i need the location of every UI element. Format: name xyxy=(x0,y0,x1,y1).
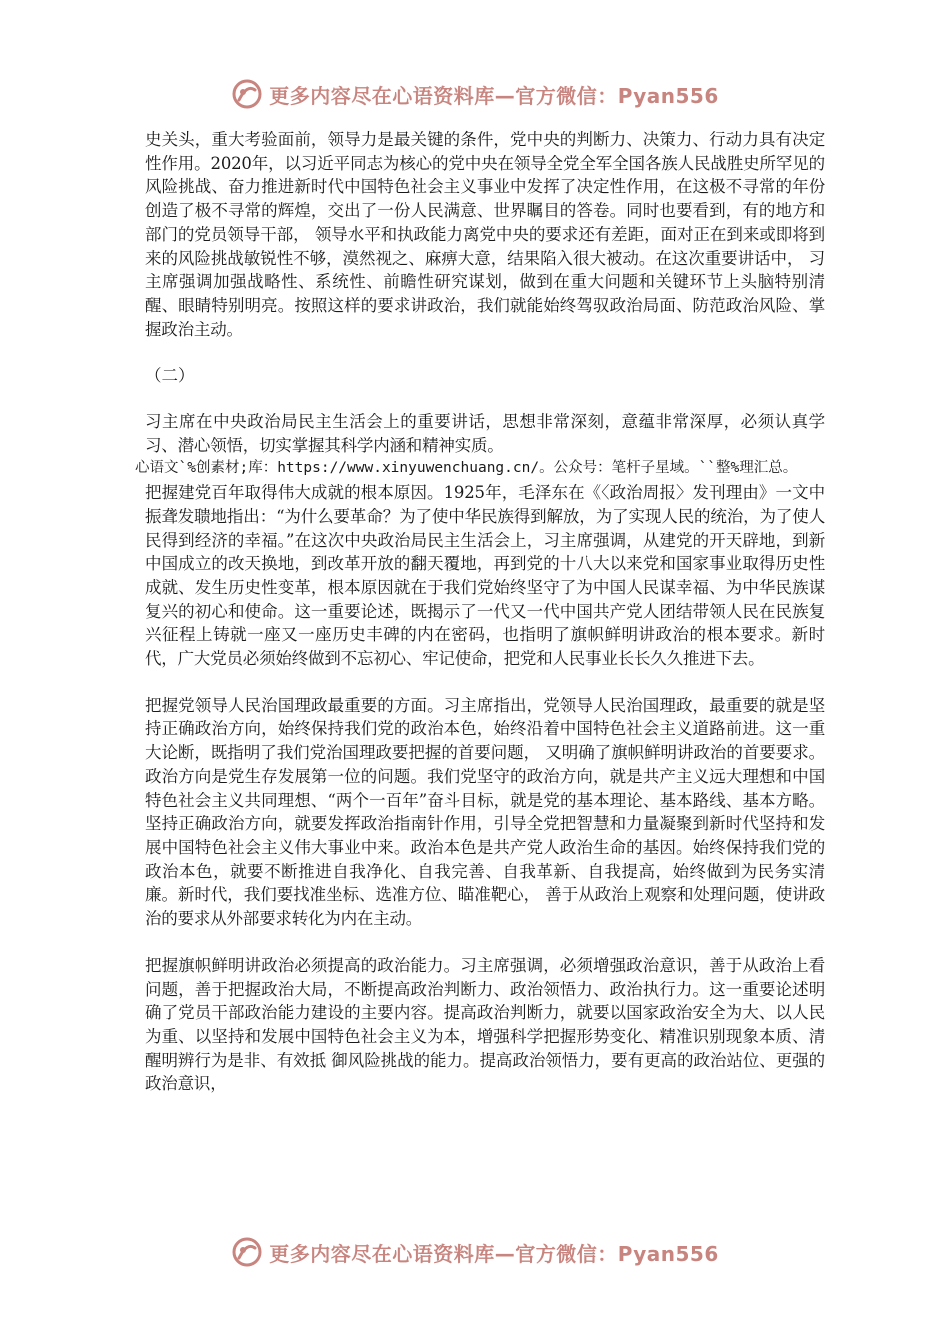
footer-banner xyxy=(0,1232,950,1272)
document-body xyxy=(135,128,825,1119)
banner-text: 更多内容尽在心语资料库—官方微信：Pyan556 xyxy=(269,83,719,108)
section-heading: （二） xyxy=(145,366,195,386)
brand-logo-icon xyxy=(231,1236,263,1268)
watermark-line: 心语文`%创素材;库：https://www.xinyuwenchuang.cn/。公众号：笔杆子星域。``整%理汇总。 xyxy=(135,460,798,477)
paragraph-4: 把握党领导人民治国理政最重要的方面。习主席指出，党领导人民治国理政，最重要的就是坚持正确政治方向，始终保持我们党的政治本色，始终沿着中国特色社会主义道路前进。这一重大论断，既指明了我们党治国理政要把握的首要问题， 又明确了旗帜鲜明讲政治的首要要求。政治方向是党生存发展第一位的问题。我们党坚守的政治方向，就是共产主义远大理想和中国特色社会主义共同理想、“两个一百年”奋斗目标，就是党的基本理论、基本路线、基本方略。坚持正确政治方向，就要发挥政治指南针作用，引导全党把智慧和力量凝聚到新时代坚持和发展中国特色社会主义伟大事业中来。政治本色是共产党人政治生命的基因。始终保持我们党的政治本色，就要不断推进自我净化、自我完善、自我革新、自我提高，始终做到为民务实清廉。新时代，我们要找准坐标、选准方位、瞄准靶心， 善于从政治上观察和处理问题，使讲政治的要求从外部要求转化为内在主动。 xyxy=(145,695,825,929)
paragraph-3: 把握建党百年取得伟大成就的根本原因。1925年，毛泽东在《〈政治周报〉发刊理由》一文中振聋发聩地指出：“为什么要革命？为了使中华民族得到解放，为了实现人民的统治，为了使人民得到经济的幸福。”在这次中央政治局民主生活会上，习主席强调，从建党的开天辟地，到新中国成立的改天换地，到改革开放的翻天覆地，再到党的十八大以来党和国家事业取得历史性成就、发生历史性变革，根本原因就在于我们党始终坚守了为中国人民谋幸福、为中华民族谋复兴的初心和使命。这一重要论述，既揭示了一代又一代中国共产党人团结带领人民在民族复兴征程上铸就一座又一座历史丰碑的内在密码，也指明了旗帜鲜明讲政治的根本要求。新时代，广大党员必须始终做到不忘初心、牢记使命，把党和人民事业长长久久推进下去。 xyxy=(145,483,825,669)
header-banner xyxy=(0,74,950,114)
brand-logo-icon xyxy=(231,78,263,110)
paragraph-1: 史关头，重大考验面前，领导力是最关键的条件，党中央的判断力、决策力、行动力具有决定性作用。2020年，以习近平同志为核心的党中央在领导全党全军全国各族人民战胜史所罕见的风险挑战、奋力推进新时代中国特色社会主义事业中发挥了决定性作用，在这极不寻常的年份创造了极不寻常的辉煌，交出了一份人民满意、世界瞩目的答卷。同时也要看到，有的地方和部门的党员领导干部， 领导水平和执政能力离党中央的要求还有差距，面对正在到来或即将到来的风险挑战敏锐性不够，漠然视之、麻痹大意，结果陷入很大被动。在这次重要讲话中， 习主席强调加强战略性、系统性、前瞻性研究谋划，做到在重大问题和关键环节上头脑特别清醒、眼睛特别明亮。按照这样的要求讲政治，我们就能始终驾驭政治局面、防范政治风险、掌握政治主动。 xyxy=(145,130,825,339)
banner-text: 更多内容尽在心语资料库—官方微信：Pyan556 xyxy=(269,1241,719,1266)
paragraph-2: 习主席在中央政治局民主生活会上的重要讲话，思想非常深刻，意蕴非常深厚，必须认真学习、潜心领悟，切实掌握其科学内涵和精神实质。 xyxy=(145,412,825,455)
paragraph-5: 把握旗帜鲜明讲政治必须提高的政治能力。习主席强调，必须增强政治意识，善于从政治上看问题，善于把握政治大局，不断提高政治判断力、政治领悟力、政治执行力。这一重要论述明确了党员干部政治能力建设的主要内容。提高政治判断力，就要以国家政治安全为大、以人民为重、以坚持和发展中国特色社会主义为本，增强科学把握形势变化、精准识别现象本质、清醒明辨行为是非、有效抵 御风险挑战的能力。提高政治领悟力，要有更高的政治站位、更强的政治意识， xyxy=(145,955,825,1094)
